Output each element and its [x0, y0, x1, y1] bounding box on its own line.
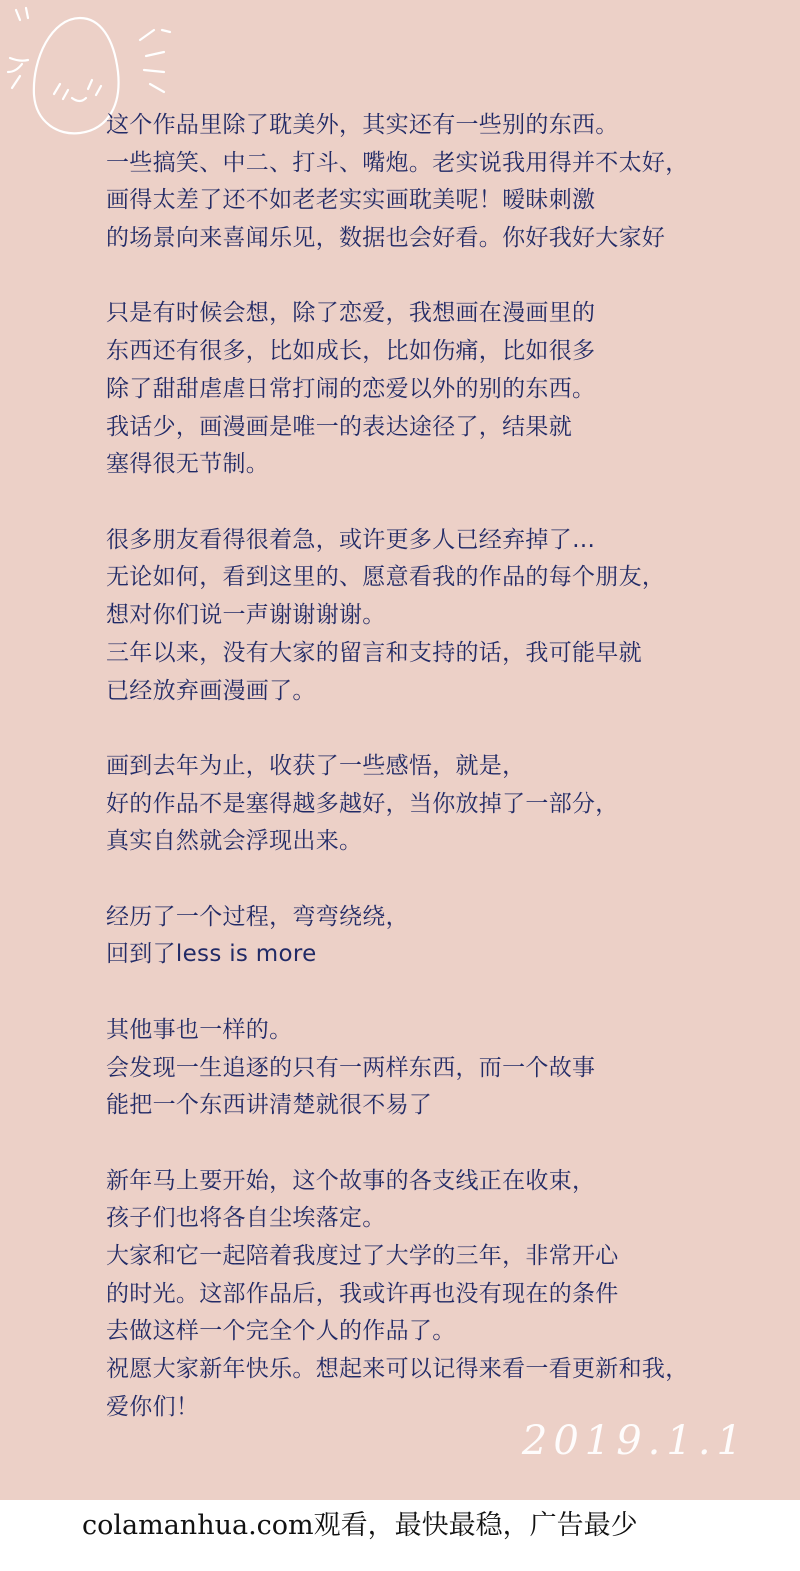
text-line: 爱你们！: [106, 1394, 200, 1420]
text-line: 除了甜甜虐虐日常打闹的恋爱以外的别的东西。: [106, 376, 596, 402]
text-line: 只是有时候会想，除了恋爱，我想画在漫画里的: [106, 300, 596, 326]
text-line: 会发现一生追逐的只有一两样东西，而一个故事: [106, 1055, 596, 1081]
text-line: 大家和它一起陪着我度过了大学的三年，非常开心: [106, 1243, 619, 1269]
text-line: 画得太差了还不如老老实实画耽美呢！暧昧刺激: [106, 187, 596, 213]
text-line: 塞得很无节制。: [106, 451, 270, 477]
text-line: 画到去年为止，收获了一些感悟，就是，: [106, 753, 526, 779]
text-line: 我话少，画漫画是唯一的表达途径了，结果就: [106, 414, 572, 440]
text-line: 已经放弃画漫画了。: [106, 678, 316, 704]
text-line: 一些搞笑、中二、打斗、嘴炮。老实说我用得并不太好，: [106, 150, 689, 176]
footer-text: colamanhua.com观看，最快最稳，广告最少: [82, 1510, 638, 1541]
text-line: 好的作品不是塞得越多越好，当你放掉了一部分，: [106, 791, 619, 817]
footer-bar: [0, 1500, 800, 1571]
text-line: 经历了一个过程，弯弯绕绕，: [106, 904, 409, 930]
text-line: 去做这样一个完全个人的作品了。: [106, 1318, 456, 1344]
text-line: 无论如何，看到这里的、愿意看我的作品的每个朋友，: [106, 564, 666, 590]
text-line: 的时光。这部作品后，我或许再也没有现在的条件: [106, 1281, 619, 1307]
text-line: 能把一个东西讲清楚就很不易了: [106, 1092, 433, 1118]
text-line: 祝愿大家新年快乐。想起来可以记得来看一看更新和我，: [106, 1356, 689, 1382]
text-line: 想对你们说一声谢谢谢谢。: [106, 602, 386, 628]
date-signature: 2019.1.1: [521, 1418, 748, 1464]
text-line: 的场景向来喜闻乐见，数据也会好看。你好我好大家好: [106, 225, 666, 251]
text-line: 新年马上要开始，这个故事的各支线正在收束，: [106, 1168, 596, 1194]
text-line: 回到了less is more: [106, 941, 317, 967]
text-line: 其他事也一样的。: [106, 1017, 293, 1043]
text-line: 东西还有很多，比如成长，比如伤痛，比如很多: [106, 338, 596, 364]
text-line: 真实自然就会浮现出来。: [106, 828, 363, 854]
text-line: 孩子们也将各自尘埃落定。: [106, 1205, 386, 1231]
text-line: 三年以来，没有大家的留言和支持的话，我可能早就: [106, 640, 642, 666]
text-line: 这个作品里除了耽美外，其实还有一些别的东西。: [106, 112, 619, 138]
text-line: 很多朋友看得很着急，或许更多人已经弃掉了…: [106, 527, 596, 553]
